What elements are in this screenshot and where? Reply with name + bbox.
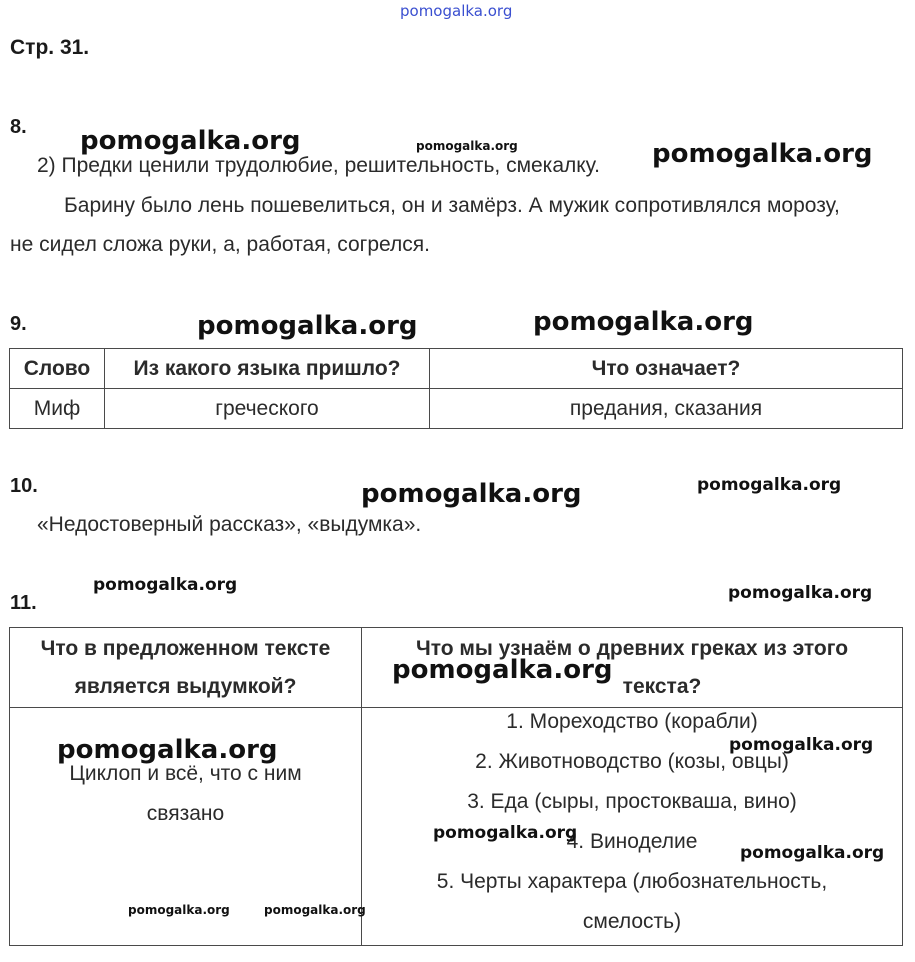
watermark: pomogalka.org xyxy=(433,823,578,843)
list-item: 5. Черты характера (любознательность, xyxy=(436,870,828,893)
watermark-top: pomogalka.org xyxy=(400,2,513,20)
task8-line2: Барину было лень пошевелиться, он и замёрз. А мужик сопротивлялся морозу, xyxy=(64,194,840,217)
watermark: pomogalka.org xyxy=(697,475,842,495)
watermark: pomogalka.org xyxy=(728,583,873,603)
watermark: pomogalka.org xyxy=(93,575,238,595)
watermark: pomogalka.org xyxy=(533,307,754,337)
list-item: 3. Еда (сыры, простокваша, вино) xyxy=(467,790,797,813)
task8-line3: не сидел сложа руки, а, работая, согрелся. xyxy=(10,233,430,256)
watermark: pomogalka.org xyxy=(197,311,418,341)
task8-number: 8. xyxy=(10,116,27,138)
task9-cell-origin: греческого xyxy=(105,389,430,429)
list-item: 2. Животноводство (козы, овцы) xyxy=(475,750,789,773)
list-item: 1. Мореходство (корабли) xyxy=(506,710,758,733)
watermark: pomogalka.org xyxy=(128,903,230,917)
task9-cell-meaning: предания, сказания xyxy=(430,389,903,429)
task11-number: 11. xyxy=(10,592,37,614)
watermark: pomogalka.org xyxy=(392,655,613,685)
task10-number: 10. xyxy=(10,475,38,497)
task9-cell-word: Миф xyxy=(10,389,105,429)
task11-header-left-line2: является выдумкой? xyxy=(74,674,297,698)
page-number: Стр. 31. xyxy=(10,36,90,59)
task9-table xyxy=(9,348,903,429)
watermark: pomogalka.org xyxy=(740,843,885,863)
watermark: pomogalka.org xyxy=(361,479,582,509)
watermark: pomogalka.org xyxy=(264,903,366,917)
list-item: 4. Виноделие xyxy=(566,830,698,853)
task11-left-line1: Циклоп и всё, что с ним xyxy=(69,762,302,785)
task9-header-origin: Из какого языка пришло? xyxy=(105,349,430,389)
task9-header-meaning: Что означает? xyxy=(430,349,903,389)
task9-header-word: Слово xyxy=(10,349,105,389)
task8-line1: 2) Предки ценили трудолюбие, решительность, смекалку. xyxy=(37,154,600,177)
task11-left-line2: связано xyxy=(146,802,225,825)
watermark: pomogalka.org xyxy=(80,126,301,156)
task10-text: «Недостоверный рассказ», «выдумка». xyxy=(37,513,422,536)
task9-number: 9. xyxy=(10,313,27,335)
task11-header-left xyxy=(10,628,362,708)
task11-header-right-line2: текста? xyxy=(622,674,702,698)
task11-header-right-line1: Что мы узнаём о древних греках из этого xyxy=(415,636,849,660)
watermark: pomogalka.org xyxy=(652,139,873,169)
watermark: pomogalka.org xyxy=(729,735,874,755)
watermark: pomogalka.org xyxy=(57,735,278,765)
task11-header-left-line1: Что в предложенном тексте xyxy=(40,636,331,660)
watermark: pomogalka.org xyxy=(416,139,518,153)
list-item: смелость) xyxy=(582,910,682,933)
